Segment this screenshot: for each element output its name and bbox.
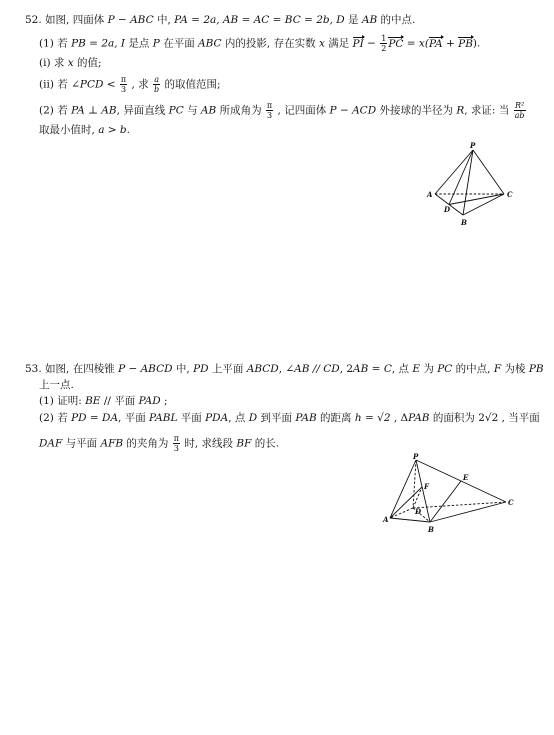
segment-dc xyxy=(449,194,504,205)
vector-pa: PA xyxy=(428,37,443,50)
label-b: B xyxy=(461,218,467,227)
label-a: A xyxy=(427,190,433,199)
edge-bc xyxy=(463,194,504,215)
q53-heading-cont: 上一点. xyxy=(39,379,74,391)
q52-part1-i: (i) 求 x 的值; xyxy=(39,57,102,69)
fraction-pi-over-3: $\frac{\pi}{3}$ xyxy=(173,434,180,453)
vector-pc: PC xyxy=(388,37,404,50)
fraction-pi-over-3: $\frac{\pi}{3}$ xyxy=(266,101,273,120)
vector-pb: PB xyxy=(458,37,473,50)
label-c: C xyxy=(507,190,513,199)
label-d: D xyxy=(415,507,422,516)
vector-pi: PI xyxy=(352,37,364,50)
q53-part1: (1) 证明: BE // 平面 PAD ; xyxy=(39,395,168,407)
pyramid-figure xyxy=(378,452,518,538)
q52-heading: 52. 如图, 四面体 P − ABC 中, PA = 2a, AB = AC = BC = 2b, D 是 AB 的中点. xyxy=(25,14,416,26)
label-f: F xyxy=(424,482,429,491)
q53-part2: (2) 若 PD = DA, 平面 PABL 平面 PDA, 点 D 到平面 PAB 的距离 h = √2 , ΔPAB 的面积为 2√2 , 当平面 xyxy=(39,412,540,424)
edge-ab xyxy=(390,518,430,522)
label-b: B xyxy=(428,525,434,534)
tetrahedron-figure xyxy=(420,140,520,230)
q52-part1: (1) 若 PB = 2a, I 是点 P 在平面 ABC 内的投影, 存在实数 x 满足 PI − $\frac{1}{2}$ PC = x(PA + PB). xyxy=(39,34,481,53)
q52-part2: (2) 若 PA ⊥ AB, 异面直线 PC 与 AB 所成角为 $\frac{\pi}{3}$ , 记四面体 P − ACD 外接球的半径为 R, 求证: 当 $\frac{\text{R²}}{ab}$ xyxy=(39,101,525,120)
q52-part1-ii: (ii) 若 ∠PCD < $\frac{\pi}{3}$ , 求 $\frac{a}{b}$ 的取值范围; xyxy=(39,75,221,94)
q52-part2-end: 取最小值时, a > b. xyxy=(39,124,130,136)
edge-pd xyxy=(413,460,416,508)
label-d: D xyxy=(444,205,451,214)
edge-pa xyxy=(390,460,416,518)
q53-heading: 53. 如图, 在四棱锥 P − ABCD 中, PD 上平面 ABCD, ∠AB // CD, 2AB = C, 点 E 为 PC 的中点, F 为棱 PB xyxy=(25,363,544,375)
edge-bc xyxy=(430,502,506,522)
q53-part2-cont: DAF 与平面 AFB 的夹角为 $\frac{\pi}{3}$ 时, 求线段 BF 的长. xyxy=(39,434,280,453)
fraction-half: $\frac{1}{2}$ xyxy=(381,34,387,53)
label-p: P xyxy=(413,452,419,461)
fraction-r2-over-ab: $\frac{\text{R²}}{ab}$ xyxy=(514,101,525,120)
label-c: C xyxy=(508,498,514,507)
edge-dc xyxy=(413,502,506,508)
segment-pd xyxy=(449,150,473,205)
label-p: P xyxy=(470,141,476,150)
segment-be xyxy=(430,481,461,522)
fraction-pi-over-3: $\frac{\pi}{3}$ xyxy=(120,75,127,94)
label-a: A xyxy=(383,515,389,524)
edge-pc xyxy=(473,150,504,194)
fraction-a-over-b: $\frac{a}{b}$ xyxy=(154,75,160,94)
label-e: E xyxy=(463,473,469,482)
